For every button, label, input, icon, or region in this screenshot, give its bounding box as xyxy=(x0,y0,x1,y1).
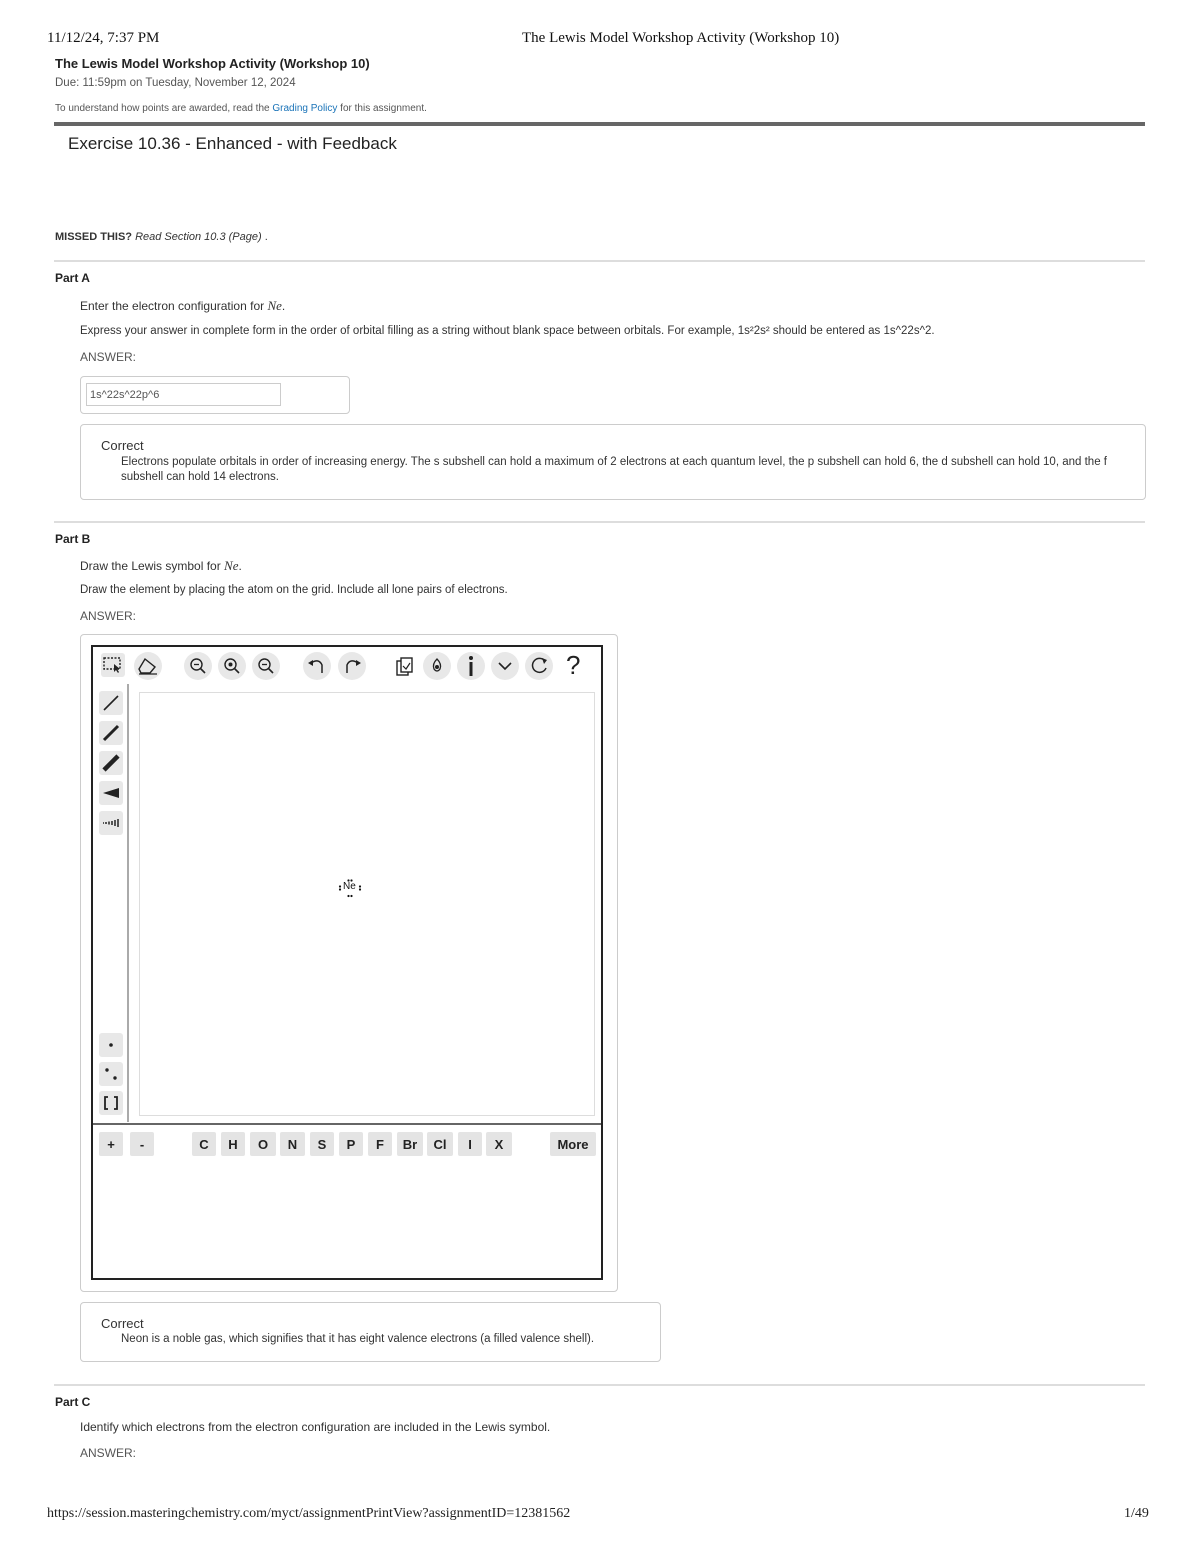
missed-label: MISSED THIS? xyxy=(55,231,133,243)
reset-icon[interactable] xyxy=(525,652,553,680)
element-cl-button[interactable]: Cl xyxy=(427,1132,453,1156)
exercise-title: Exercise 10.36 - Enhanced - with Feedback xyxy=(68,134,397,153)
part-b-prompt-text: Draw the Lewis symbol for xyxy=(80,559,225,573)
part-a-element: Ne xyxy=(267,298,282,313)
element-o-button[interactable]: O xyxy=(250,1132,276,1156)
double-bond-icon[interactable] xyxy=(99,721,123,745)
canvas-atom-ne[interactable] xyxy=(336,878,364,898)
print-doc-title: The Lewis Model Workshop Activity (Workshop 10) xyxy=(522,30,840,46)
undo-icon[interactable] xyxy=(303,652,331,680)
part-c-label: Part C xyxy=(55,1395,91,1409)
part-b-prompt-end: . xyxy=(238,559,242,573)
wedge-bond-icon[interactable] xyxy=(99,781,123,805)
drawing-canvas[interactable] xyxy=(139,692,595,1116)
part-b-answer-label: ANSWER: xyxy=(80,609,137,623)
left-toolbar-divider xyxy=(127,684,129,1122)
part-a-label: Part A xyxy=(55,271,90,285)
print-footer-url: https://session.masteringchemistry.com/myct/assignmentPrintView?assignmentID=12381562 xyxy=(47,1506,571,1521)
zoom-in-icon[interactable] xyxy=(252,652,280,680)
grading-note xyxy=(55,103,427,114)
part-a-prompt-text: Enter the electron configuration for xyxy=(80,299,268,313)
part-c-prompt: Identify which electrons from the electron configuration are included in the Lewis symbol. xyxy=(80,1420,551,1434)
assignment-title: The Lewis Model Workshop Activity (Workshop 10) xyxy=(55,56,370,71)
help-icon[interactable]: ? xyxy=(566,650,581,680)
part-a-feedback-text: Electrons populate orbitals in order of increasing energy. The s subshell can hold a maximum of 2 electrons at each quantum level, the p subshell can hold 6, the d subshell can hold 10, and the f subshell can hold 14 electrons. xyxy=(121,456,1107,483)
element-i-button[interactable]: I xyxy=(458,1132,482,1156)
element-x-button[interactable]: X xyxy=(486,1132,512,1156)
info-icon[interactable] xyxy=(457,652,485,680)
redo-icon[interactable] xyxy=(338,652,366,680)
element-p-button[interactable]: P xyxy=(339,1132,363,1156)
bottom-toolbar-divider xyxy=(93,1123,601,1125)
element-h-button[interactable]: H xyxy=(221,1132,245,1156)
bracket-icon[interactable] xyxy=(99,1091,123,1115)
positive-charge-button[interactable]: + xyxy=(99,1132,123,1156)
due-date: Due: 11:59pm on Tuesday, November 12, 2024 xyxy=(55,77,296,89)
missed-suffix: . xyxy=(264,231,268,243)
more-elements-button[interactable]: More xyxy=(550,1132,596,1156)
select-tool-icon[interactable] xyxy=(101,653,125,677)
clipboard-icon[interactable] xyxy=(392,655,416,679)
part-a-instruction: Express your answer in complete form in the order of orbital filling as a string without blank space between orbitals. For example, 1s²2s² should be entered as 1s^22s^2. xyxy=(80,325,935,337)
negative-charge-button[interactable]: - xyxy=(130,1132,154,1156)
part-a-feedback-title: Correct xyxy=(101,438,144,453)
part-b-label: Part B xyxy=(55,532,91,546)
cleanup-icon[interactable] xyxy=(423,652,451,680)
print-datetime: 11/12/24, 7:37 PM xyxy=(47,30,160,46)
missed-link[interactable]: Read Section 10.3 (Page) xyxy=(135,231,262,243)
element-n-button[interactable]: N xyxy=(280,1132,305,1156)
divider-part-b xyxy=(54,521,1145,523)
missed-this-note xyxy=(55,231,268,243)
part-b-feedback-text: Neon is a noble gas, which signifies that it has eight valence electrons (a filled valence shell). xyxy=(121,1333,595,1345)
canvas-atom-label: Ne xyxy=(343,881,356,892)
element-s-button[interactable]: S xyxy=(310,1132,334,1156)
zoom-reset-icon[interactable] xyxy=(218,652,246,680)
part-b-prompt xyxy=(80,558,242,574)
part-b-feedback-title: Correct xyxy=(101,1316,144,1331)
zoom-out-icon[interactable] xyxy=(184,652,212,680)
element-br-button[interactable]: Br xyxy=(397,1132,423,1156)
grading-policy-link[interactable]: Grading Policy xyxy=(272,103,338,114)
chevron-down-icon[interactable] xyxy=(491,652,519,680)
part-c-answer-label: ANSWER: xyxy=(80,1446,137,1460)
part-b-instruction: Draw the element by placing the atom on the grid. Include all lone pairs of electrons. xyxy=(80,584,508,596)
element-c-button[interactable]: C xyxy=(192,1132,216,1156)
part-b-element: Ne xyxy=(224,558,239,573)
hash-bond-icon[interactable] xyxy=(99,811,123,835)
triple-bond-icon[interactable] xyxy=(99,751,123,775)
print-page-number: 1/49 xyxy=(1124,1506,1149,1521)
lone-pair-icon[interactable] xyxy=(99,1062,123,1086)
divider-part-a xyxy=(54,260,1145,262)
grading-text-after: for this assignment. xyxy=(337,103,427,114)
header-divider xyxy=(54,122,1145,126)
part-a-prompt-end: . xyxy=(281,299,286,313)
element-f-button[interactable]: F xyxy=(368,1132,392,1156)
single-electron-icon[interactable] xyxy=(99,1033,123,1057)
part-a-answer-label: ANSWER: xyxy=(80,350,137,364)
eraser-icon[interactable] xyxy=(134,652,162,680)
part-a-answer-input[interactable]: 1s^22s^22p^6 xyxy=(86,383,281,406)
single-bond-icon[interactable] xyxy=(99,691,123,715)
divider-part-c xyxy=(54,1384,1145,1386)
grading-text-before: To understand how points are awarded, read the xyxy=(55,103,273,114)
part-a-prompt xyxy=(80,298,285,314)
